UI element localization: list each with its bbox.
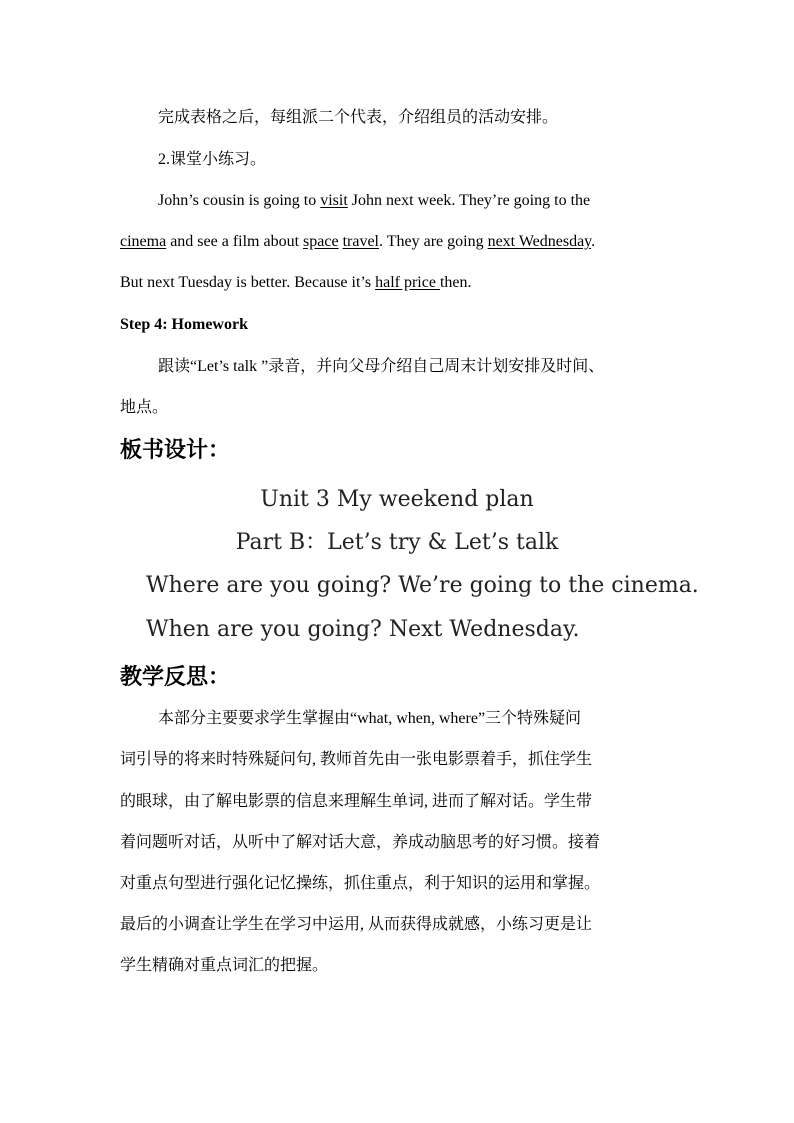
exercise-text: then.: [439, 274, 472, 291]
exercise-blank-answer: half price: [375, 274, 440, 291]
reflection-line: 本部分主要要求学生掌握由“what, when, where”三个特殊疑问: [158, 710, 582, 727]
exercise-blank-answer: visit: [320, 192, 348, 209]
exercise-text: John’s cousin is going to: [158, 192, 321, 209]
exercise-text: .: [591, 233, 596, 250]
exercise-blank-answer: next Wednesday: [487, 233, 592, 250]
exercise-blank-answer: travel: [342, 233, 379, 250]
exercise-text: But next Tuesday is better. Because it’s: [120, 274, 376, 291]
exercise-blank-answer: cinema: [120, 233, 167, 250]
homework-line-2: 地点。: [120, 399, 169, 416]
board-part-subtitle: Part B：Let’s try & Let’s talk: [235, 530, 559, 555]
reflection-line: 学生精确对重点词汇的把握。: [120, 957, 329, 974]
exercise-blank-answer: space: [303, 233, 339, 250]
exercise-text: and see a film about: [166, 233, 304, 250]
activity-intro-line: 完成表格之后，每组派二个代表，介绍组员的活动安排。: [158, 109, 559, 126]
reflection-line: 的眼球，由了解电影票的信息来理解生单词, 进而了解对话。学生带: [120, 793, 593, 810]
exercise-title: 2.课堂小练习。: [158, 151, 267, 168]
exercise-line-3: [120, 273, 472, 293]
reflection-line: 对重点句型进行强化记忆操练，抓住重点，利于知识的运用和掌握。: [120, 875, 601, 892]
board-unit-title: Unit 3 My weekend plan: [260, 487, 534, 512]
reflection-line: 最后的小调查让学生在学习中运用, 从而获得成就感，小练习更是让: [120, 916, 593, 933]
reflection-heading: 教学反思：: [120, 665, 231, 690]
reflection-line: 着问题听对话，从听中了解对话大意，养成动脑思考的好习惯。接着: [120, 834, 601, 851]
board-design-heading: 板书设计：: [120, 438, 231, 463]
board-sentence-2: When are you going? Next Wednesday.: [146, 617, 580, 642]
board-sentence-1: Where are you going? We’re going to the cinema.: [146, 573, 699, 598]
exercise-line-2: [120, 232, 595, 252]
homework-line-1: 跟读“Let’s talk ”录音，并向父母介绍自己周末计划安排及时间、: [158, 358, 605, 375]
exercise-text: . They are going: [379, 233, 488, 250]
exercise-text: John next week. They’re going to the: [347, 192, 591, 209]
exercise-line-1: [158, 191, 590, 211]
reflection-line: 词引导的将来时特殊疑问句, 教师首先由一张电影票着手，抓住学生: [120, 751, 593, 768]
homework-title: Step 4: Homework: [120, 316, 248, 333]
